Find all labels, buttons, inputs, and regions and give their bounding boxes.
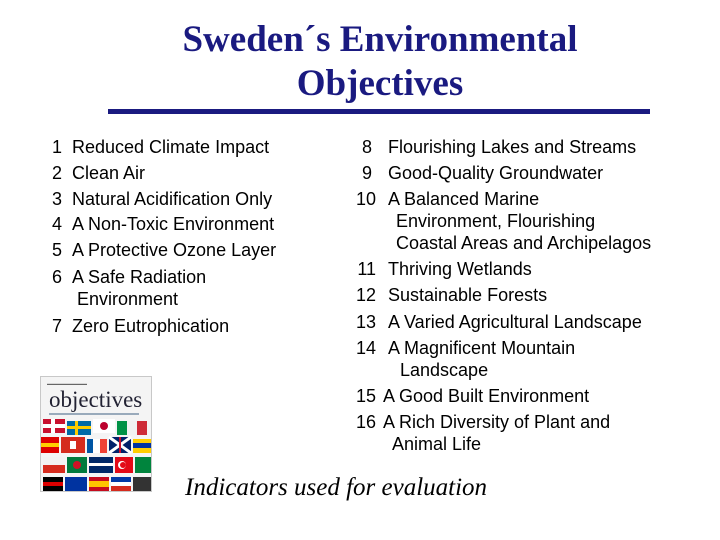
objective-number: 4 <box>51 214 62 234</box>
objective-number: 8 <box>361 137 372 157</box>
objective-label: A Protective Ozone Layer <box>72 240 277 260</box>
objective-label: A Varied Agricultural Landscape <box>388 312 642 332</box>
page-title <box>110 18 650 106</box>
objective-label-cont: Coastal Areas and Archipelagos <box>396 233 652 253</box>
objective-label: A Good Built Environment <box>383 386 590 406</box>
objective-number: 2 <box>51 163 62 183</box>
objective-number: 3 <box>51 189 62 209</box>
objective-label: Clean Air <box>72 163 146 183</box>
objective-label: Zero Eutrophication <box>72 316 230 336</box>
objective-number: 5 <box>51 240 62 260</box>
cover-title: objectives <box>49 387 143 412</box>
objective-number: 11 <box>357 259 376 279</box>
objective-label-cont: Environment, Flourishing <box>396 211 596 231</box>
objective-label: Flourishing Lakes and Streams <box>388 137 637 157</box>
footer-caption: Indicators used for evaluation <box>185 474 488 501</box>
objective-label: A Balanced Marine <box>388 189 540 209</box>
objective-label: Natural Acidification Only <box>72 189 273 209</box>
title-line-1: Sweden´s Environmental <box>182 19 578 60</box>
objective-label: A Safe Radiation <box>72 267 207 287</box>
objective-number: 7 <box>51 316 62 336</box>
objective-label-cont: Environment <box>77 289 179 309</box>
objective-label: A Non-Toxic Environment <box>72 214 275 234</box>
objective-number: 10 <box>355 189 376 209</box>
flags-collage-icon <box>41 417 152 492</box>
objective-number: 16 <box>355 412 376 432</box>
objective-number: 13 <box>355 312 376 332</box>
objective-label: Sustainable Forests <box>388 285 548 305</box>
objective-label: Reduced Climate Impact <box>72 137 270 157</box>
title-underline <box>108 109 650 114</box>
objective-number: 12 <box>355 285 376 305</box>
objective-number: 14 <box>355 338 376 358</box>
objective-number: 6 <box>51 267 62 287</box>
objective-number: 9 <box>361 163 372 183</box>
cover-subtitle-bar <box>49 413 139 415</box>
title-line-2: Objectives <box>296 63 464 104</box>
objective-label-cont: Landscape <box>400 360 489 380</box>
objective-number: 15 <box>355 386 376 406</box>
objective-label: A Rich Diversity of Plant and <box>383 412 611 432</box>
report-cover-image <box>40 376 152 492</box>
objective-label-cont: Animal Life <box>392 434 482 454</box>
objective-label: A Magnificent Mountain <box>388 338 576 358</box>
objective-number: 1 <box>51 137 62 157</box>
cover-header-bar: ▬▬▬▬▬▬▬▬▬▬ <box>47 381 87 386</box>
objective-label: Thriving Wetlands <box>388 259 532 279</box>
objective-label: Good-Quality Groundwater <box>388 163 604 183</box>
